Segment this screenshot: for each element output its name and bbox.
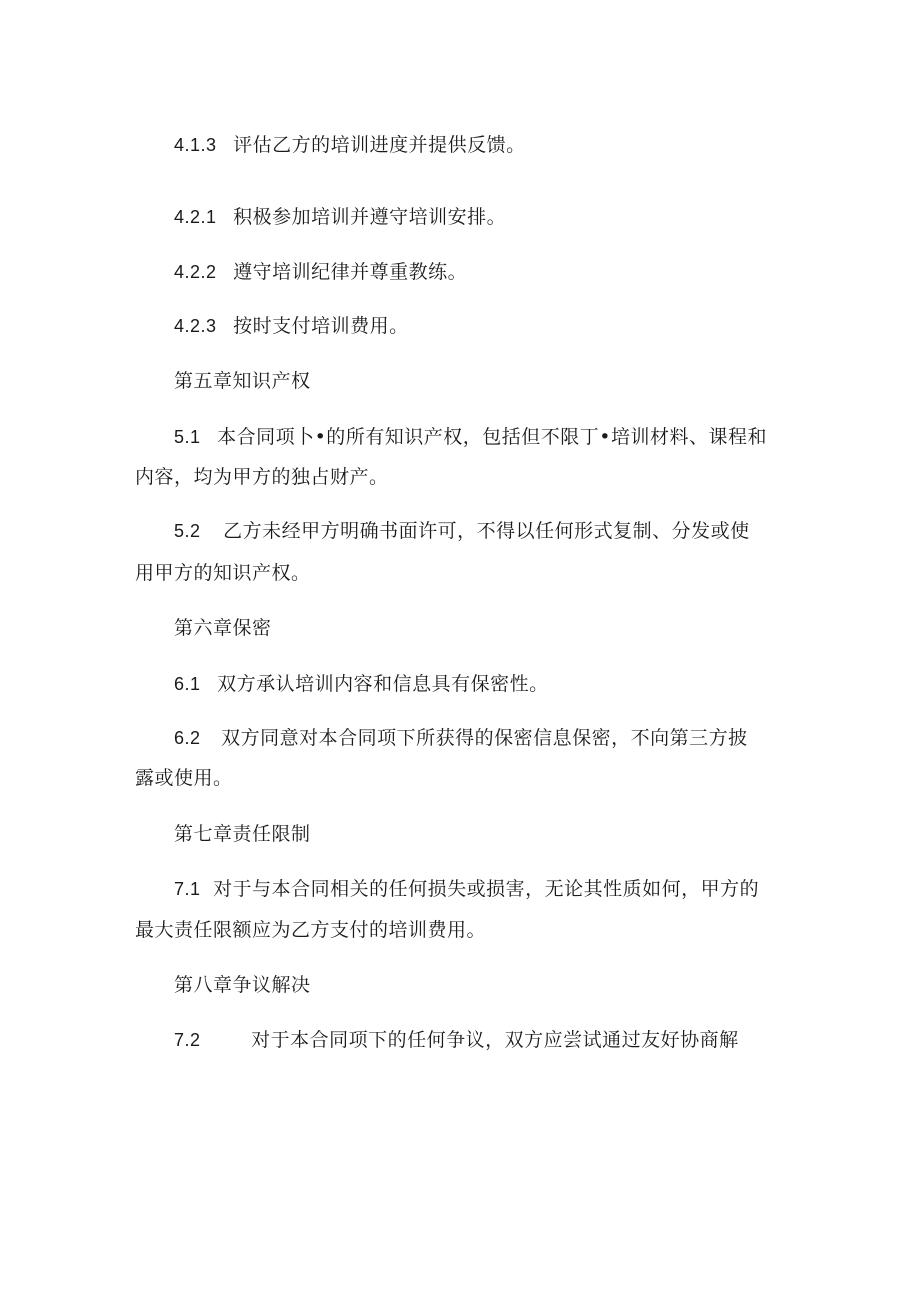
clause-text: 乙方未经甲方明确书面许可，不得以任何形式复制、分发或使 — [223, 520, 750, 542]
chapter-title: 第六章保密 — [174, 617, 272, 639]
chapter-5-heading — [174, 369, 311, 393]
clause-number: 5.1 — [174, 427, 201, 447]
clause-5-1 — [174, 425, 767, 449]
clause-text: 本合同项卜•的所有知识产权，包括但不限丁•培训材料、课程和 — [217, 426, 767, 448]
clause-text-continuation: 内容，均为甲方的独占财产。 — [135, 466, 389, 488]
clause-7-1 — [174, 877, 759, 901]
clause-text: 评估乙方的培训进度并提供反馈。 — [233, 134, 526, 156]
clause-text-continuation: 露或使用。 — [135, 767, 233, 789]
clause-text: 积极参加培训并遵守培训安排。 — [233, 206, 507, 228]
clause-number: 4.2.3 — [174, 316, 217, 336]
clause-text-continuation: 最大责任限额应为乙方支付的培训费用。 — [135, 919, 487, 941]
chapter-7-heading — [174, 822, 311, 846]
clause-number: 7.1 — [174, 879, 201, 899]
clause-6-1 — [174, 672, 549, 696]
clause-text-continuation: 用甲方的知识产权。 — [135, 562, 311, 584]
clause-text: 遵守培训纪律并尊重教练。 — [233, 261, 468, 283]
clause-number: 6.2 — [174, 728, 201, 748]
chapter-6-heading — [174, 616, 272, 640]
chapter-title: 第八章争议解决 — [174, 974, 311, 996]
chapter-8-heading — [174, 973, 311, 997]
clause-text: 对于与本合同相关的任何损失或损害，无论其性质如何，甲方的 — [213, 878, 760, 900]
chapter-title: 第五章知识产权 — [174, 370, 311, 392]
clause-5-2 — [174, 519, 750, 543]
clause-4-1-3 — [174, 133, 526, 157]
clause-number: 4.1.3 — [174, 135, 217, 155]
clause-text: 双方承认培训内容和信息具有保密性。 — [217, 673, 549, 695]
clause-number: 4.2.2 — [174, 262, 217, 282]
clause-7-2 — [174, 1028, 739, 1052]
clause-4-2-2 — [174, 260, 467, 284]
chapter-title: 第七章责任限制 — [174, 823, 311, 845]
clause-7-1-continuation — [135, 918, 486, 942]
clause-4-2-3 — [174, 314, 409, 338]
clause-number: 6.1 — [174, 674, 201, 694]
clause-number: 5.2 — [174, 521, 201, 541]
clause-number: 4.2.1 — [174, 207, 217, 227]
clause-5-2-continuation — [135, 561, 311, 585]
clause-number: 7.2 — [174, 1030, 201, 1050]
clause-6-2-continuation — [135, 766, 233, 790]
clause-6-2 — [174, 726, 748, 750]
clause-text: 按时支付培训费用。 — [233, 315, 409, 337]
clause-text: 双方同意对本合同项下所获得的保密信息保密，不向第三方披 — [221, 727, 748, 749]
clause-4-2-1 — [174, 205, 506, 229]
clause-5-1-continuation — [135, 465, 389, 489]
clause-text: 对于本合同项下的任何争议，双方应尝试通过友好协商解 — [251, 1029, 739, 1051]
